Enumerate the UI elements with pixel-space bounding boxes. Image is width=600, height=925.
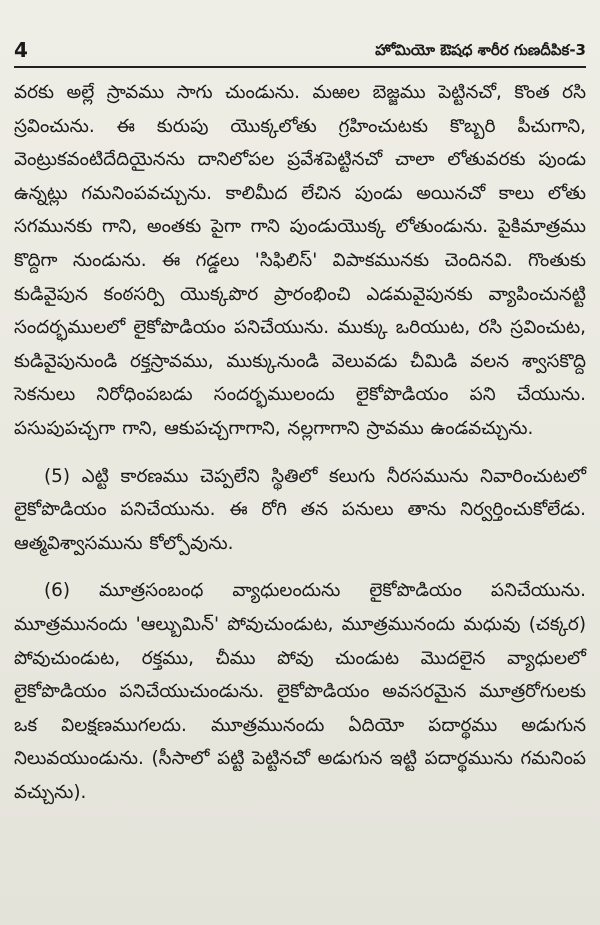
paragraph-6: (6) మూత్రసంబంధ వ్యాధులందును లైకోపొడియం పనిచేయును. మూత్రమునందు 'ఆల్బుమిన్' పోవుచుండుట, మూత్రమునందు మధువు (చక్కర) పోవుచుండుట, రక్తము, చీము పోవు చుండుట మొదలైన వ్యాధులలో లైకోపొడియం పనిచేయుచుండును. లైకోపొడియం అవసరమైన మూత్రరోగులకు ఒక విలక్షణముగలదు. మూత్రమునందు ఏదియో పదార్థము అడుగున నిలువయుండును. (సీసాలో పట్టి పెట్టినచో అడుగున ఇట్టి పదార్థమును గమనింప వచ్చును). xyxy=(14,580,586,803)
page-header xyxy=(14,36,586,68)
page-body xyxy=(14,76,586,809)
paragraph-continuation: వరకు అల్లే స్రావము సాగు చుండును. మఱల బెజ్జము పెట్టినచో, కొంత రసి స్రవించును. ఈ కురుపు యొక్కలోతు గ్రహించుటకు కొబ్బరి పీచుగాని, వెంట్రుకవంటిదేదియైనను దానిలోపల ప్రవేశపెట్టినచో చాలా లోతువరకు పుండు ఉన్నట్లు గమనింపవచ్చును. కాలిమీద లేచిన పుండు అయినచో కాలు లోతు సగమునకు గాని, అంతకు పైగా గాని పుండుయొక్క లోతుండును. పైకిమాత్రము కొద్దిగా నుండును. ఈ గడ్డలు 'సిఫిలిస్' విపాకమునకు చెందినవి. గొంతుకు కుడివైపున కంఠసర్పి యొక్కపొర ప్రారంభించి ఎడమవైపునకు వ్యాపించునట్టి సందర్భములలో లైకోపొడియం పనిచేయును. ముక్కు ఒరియుట, రసి స్రవించుట, కుడివైపునుండి రక్తస్రావము, ముక్కునుండి వెలువడు చీమిడి వలన శ్వాసకొద్ది సెకనులు నిరోధింపబడు సందర్భములందు లైకోపొడియం పని చేయును. పసుపుపచ్చగా గాని, ఆకుపచ్చగాగాని, నల్లగాగాని స్రావము ఉండవచ్చును. xyxy=(14,82,586,439)
page-number: 4 xyxy=(14,38,28,62)
paragraph-5: (5) ఎట్టి కారణము చెప్పలేని స్థితిలో కలుగు నీరసమును నివారించుటలో లైకోపొడియం పనిచేయును. ఈ రోగి తన పనులు తాను నిర్వర్తించుకోలేడు. ఆత్మవిశ్వాసమును కోల్పోవును. xyxy=(14,465,586,554)
running-title: హోమియో ఔషధ శారీర గుణదీపిక-3 xyxy=(375,41,586,59)
